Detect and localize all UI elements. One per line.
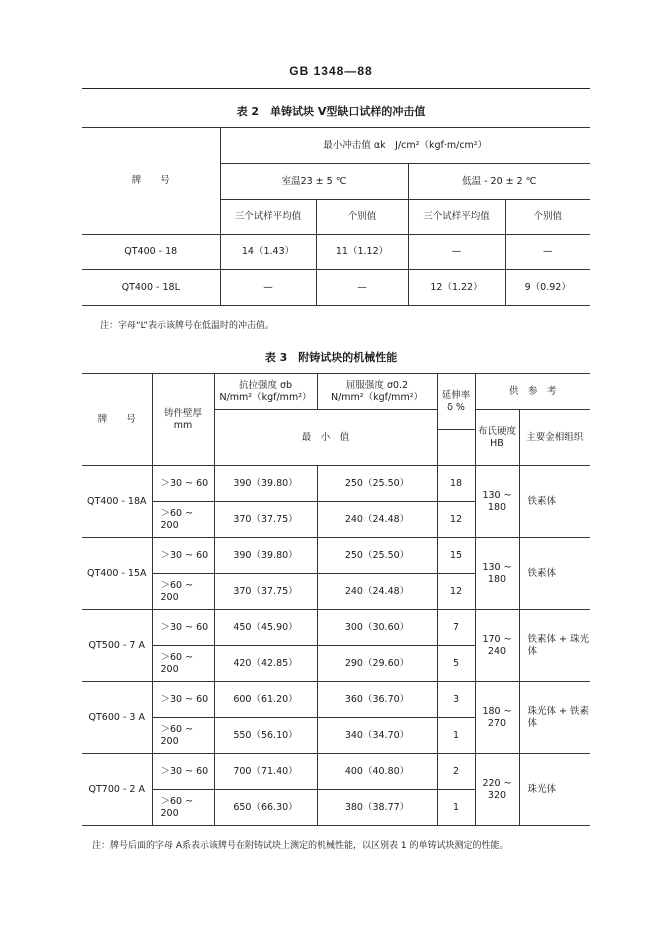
structure-cell: 铁素体 (519, 466, 590, 538)
table-row (82, 754, 590, 790)
low-temp-header: 低温 - 20 ± 2 ℃ (408, 164, 590, 200)
table3-mechanical (82, 373, 590, 826)
elongation-cell: 3 (437, 682, 475, 718)
yield-cell: 360（36.70） (317, 682, 437, 718)
brand-cell: QT500 - 7 A (82, 610, 152, 682)
elongation-cell: 15 (437, 538, 475, 574)
elongation-cell: 7 (437, 610, 475, 646)
structure-cell: 铁素体 + 珠光体 (519, 610, 590, 682)
reference-header: 供 参 考 (475, 374, 590, 410)
brand-cell: QT400 - 18A (82, 466, 152, 538)
low-single-header: 个别值 (505, 200, 590, 235)
thickness-cell: ＞60 ~ 200 (152, 502, 214, 538)
thickness-cell: ＞60 ~ 200 (152, 790, 214, 826)
tensile-cell: 700（71.40） (214, 754, 317, 790)
yield-cell: 250（25.50） (317, 538, 437, 574)
thickness-cell: ＞60 ~ 200 (152, 718, 214, 754)
elongation-header: 延伸率 δ % (437, 374, 475, 430)
impact-header: 最小冲击值 αk J/cm²（kgf·m/cm²） (220, 128, 590, 164)
yield-cell: 240（24.48） (317, 502, 437, 538)
elongation-cell: 18 (437, 466, 475, 502)
tensile-cell: 450（45.90） (214, 610, 317, 646)
room-temp-header: 室温23 ± 5 ℃ (220, 164, 408, 200)
table3-note: 注：牌号后面的字母 A系表示该牌号在附铸试块上测定的机械性能，以区别表 1 的单铸试块测定的性能。 (92, 841, 509, 851)
table-row (82, 270, 590, 306)
tensile-cell: 600（61.20） (214, 682, 317, 718)
page-header: GB 1348—88 (289, 64, 373, 78)
table-row (82, 538, 590, 574)
thickness-cell: ＞30 ~ 60 (152, 610, 214, 646)
tensile-cell: 390（39.80） (214, 466, 317, 502)
table-row (82, 466, 590, 502)
header-rule (82, 88, 590, 89)
brand-cell: QT400 - 18L (82, 270, 220, 306)
thickness-cell: ＞30 ~ 60 (152, 754, 214, 790)
table3-caption: 表 3 附铸试块的机械性能 (264, 351, 398, 364)
thickness-cell: ＞30 ~ 60 (152, 538, 214, 574)
room-avg-cell: — (220, 270, 316, 306)
brand-header: 牌 号 (82, 128, 220, 235)
tensile-cell: 550（56.10） (214, 718, 317, 754)
hardness-cell: 220 ~ 320 (475, 754, 519, 826)
min-value-header: 最 小 值 (214, 410, 437, 466)
brand-header: 牌 号 (82, 374, 152, 466)
table2-caption: 表 2 单铸试块 V型缺口试样的冲击值 (236, 105, 426, 118)
yield-cell: 400（40.80） (317, 754, 437, 790)
tensile-cell: 390（39.80） (214, 538, 317, 574)
room-single-cell: 11（1.12） (316, 235, 408, 270)
room-avg-cell: 14（1.43） (220, 235, 316, 270)
brand-cell: QT700 - 2 A (82, 754, 152, 826)
yield-cell: 340（34.70） (317, 718, 437, 754)
tensile-cell: 420（42.85） (214, 646, 317, 682)
tensile-cell: 370（37.75） (214, 502, 317, 538)
low-avg-header: 三个试样平均值 (408, 200, 505, 235)
tensile-cell: 650（66.30） (214, 790, 317, 826)
low-avg-cell: 12（1.22） (408, 270, 505, 306)
thickness-cell: ＞60 ~ 200 (152, 574, 214, 610)
table2-note: 注：字母“L”表示该牌号在低温时的冲击值。 (100, 321, 274, 331)
elongation-cell: 1 (437, 790, 475, 826)
yield-cell: 290（29.60） (317, 646, 437, 682)
yield-cell: 380（38.77） (317, 790, 437, 826)
tensile-header: 抗拉强度 σb N/mm²（kgf/mm²） (214, 374, 317, 410)
structure-header: 主要金相组织 (519, 410, 590, 466)
room-single-cell: — (316, 270, 408, 306)
brand-cell: QT600 - 3 A (82, 682, 152, 754)
table-row (82, 610, 590, 646)
hardness-cell: 180 ~ 270 (475, 682, 519, 754)
low-avg-cell: — (408, 235, 505, 270)
room-avg-header: 三个试样平均值 (220, 200, 316, 235)
hardness-header: 布氏硬度 HB (475, 410, 519, 466)
table-row (82, 682, 590, 718)
table2-impact (82, 127, 590, 306)
elongation-cell: 12 (437, 574, 475, 610)
low-single-cell: 9（0.92） (505, 270, 590, 306)
yield-cell: 240（24.48） (317, 574, 437, 610)
elongation-cell: 2 (437, 754, 475, 790)
brand-cell: QT400 - 18 (82, 235, 220, 270)
thickness-cell: ＞30 ~ 60 (152, 466, 214, 502)
tensile-cell: 370（37.75） (214, 574, 317, 610)
room-single-header: 个别值 (316, 200, 408, 235)
hardness-cell: 130 ~ 180 (475, 466, 519, 538)
thickness-cell: ＞60 ~ 200 (152, 646, 214, 682)
structure-cell: 铁素体 (519, 538, 590, 610)
elongation-cell: 5 (437, 646, 475, 682)
thickness-header: 铸件壁厚 mm (152, 374, 214, 466)
brand-cell: QT400 - 15A (82, 538, 152, 610)
elongation-cell: 12 (437, 502, 475, 538)
structure-cell: 珠光体 (519, 754, 590, 826)
yield-cell: 250（25.50） (317, 466, 437, 502)
yield-cell: 300（30.60） (317, 610, 437, 646)
low-single-cell: — (505, 235, 590, 270)
hardness-cell: 130 ~ 180 (475, 538, 519, 610)
yield-header: 屈服强度 σ0.2 N/mm²（kgf/mm²） (317, 374, 437, 410)
hardness-cell: 170 ~ 240 (475, 610, 519, 682)
thickness-cell: ＞30 ~ 60 (152, 682, 214, 718)
structure-cell: 珠光体 + 铁素体 (519, 682, 590, 754)
elongation-cell: 1 (437, 718, 475, 754)
table-row (82, 235, 590, 270)
